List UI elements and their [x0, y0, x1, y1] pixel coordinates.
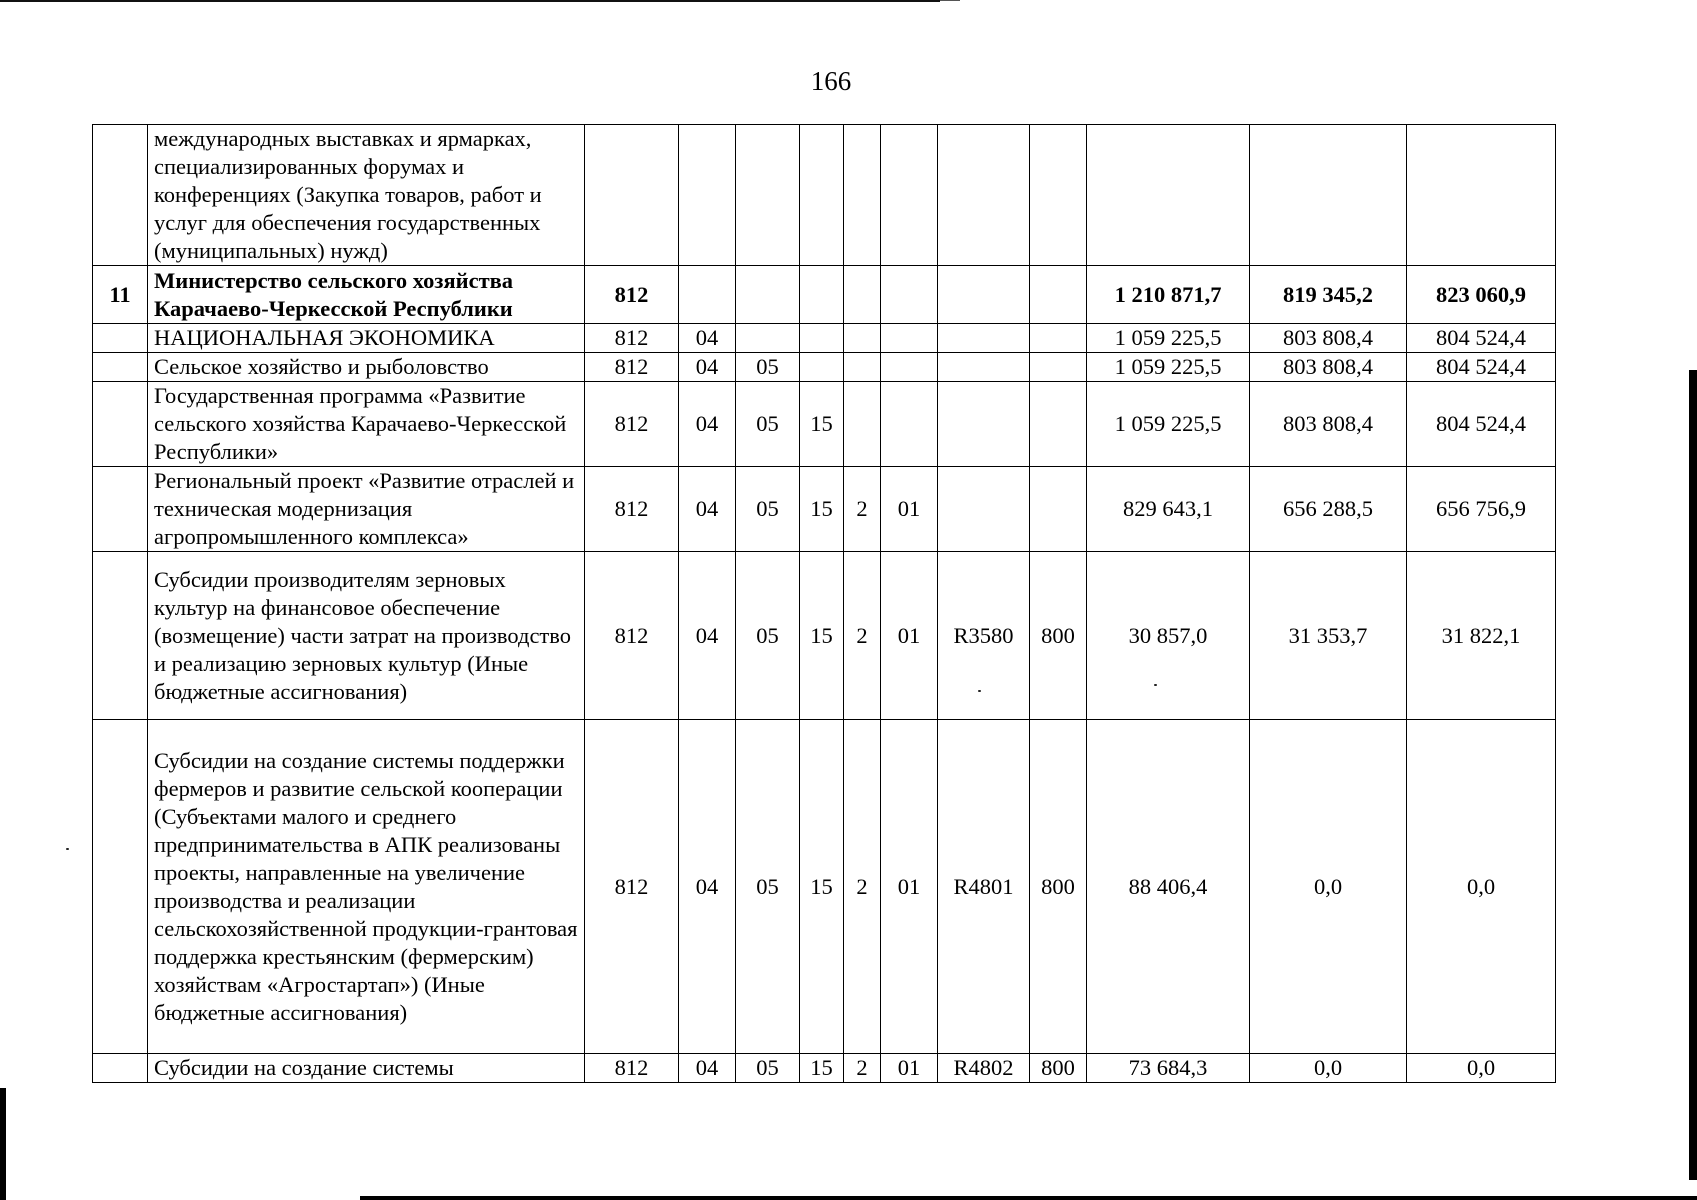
code-direction	[938, 467, 1030, 552]
amount-year-3: 804 524,4	[1407, 353, 1556, 382]
row-index	[93, 720, 148, 1054]
row-name: Субсидии производителям зерновых культур на финансовое обеспечение (возмещение) части затрат на производство и реализацию зерновых культур (Иные бюджетные ассигнования)	[148, 552, 585, 720]
code-main-event	[881, 324, 938, 353]
row-name: Субсидии на создание системы	[148, 1054, 585, 1083]
code-section	[679, 266, 736, 324]
code-expense-type: 800	[1030, 552, 1087, 720]
code-section: 04	[679, 720, 736, 1054]
row-index	[93, 324, 148, 353]
scan-edge-bottom	[360, 1196, 1697, 1200]
code-ministry: 812	[585, 552, 679, 720]
amount-year-3: 31 822,1	[1407, 552, 1556, 720]
amount-year-3: 656 756,9	[1407, 467, 1556, 552]
code-section: 04	[679, 467, 736, 552]
amount-year-3: 0,0	[1407, 720, 1556, 1054]
scan-edge-right	[1689, 370, 1697, 1180]
code-subprogram	[844, 382, 881, 467]
scan-edge-top-fragment	[940, 0, 960, 1]
code-main-event	[881, 266, 938, 324]
code-expense-type	[1030, 382, 1087, 467]
row-index	[93, 467, 148, 552]
table-row	[93, 552, 1556, 720]
code-section	[679, 125, 736, 266]
amount-year-1: 1 210 871,7	[1087, 266, 1250, 324]
code-program: 15	[800, 552, 844, 720]
code-subsection: 05	[736, 467, 800, 552]
code-expense-type	[1030, 467, 1087, 552]
code-expense-type: 800	[1030, 1054, 1087, 1083]
code-program	[800, 353, 844, 382]
amount-year-3: 804 524,4	[1407, 382, 1556, 467]
row-index: 11	[93, 266, 148, 324]
code-program: 15	[800, 467, 844, 552]
code-subprogram: 2	[844, 1054, 881, 1083]
code-main-event: 01	[881, 552, 938, 720]
amount-year-2: 0,0	[1250, 1054, 1407, 1083]
table-row	[93, 266, 1556, 324]
amount-year-1: 73 684,3	[1087, 1054, 1250, 1083]
amount-year-1: 88 406,4	[1087, 720, 1250, 1054]
amount-year-1: 829 643,1	[1087, 467, 1250, 552]
table-row	[93, 324, 1556, 353]
code-expense-type: 800	[1030, 720, 1087, 1054]
code-subprogram: 2	[844, 720, 881, 1054]
code-subprogram	[844, 353, 881, 382]
amount-year-2: 0,0	[1250, 720, 1407, 1054]
amount-year-1	[1087, 125, 1250, 266]
table-row	[93, 720, 1556, 1054]
code-subprogram: 2	[844, 552, 881, 720]
row-name: Министерство сельского хозяйства Карачаево-Черкесской Республики	[148, 266, 585, 324]
code-subsection	[736, 125, 800, 266]
amount-year-3	[1407, 125, 1556, 266]
code-expense-type	[1030, 324, 1087, 353]
code-program: 15	[800, 1054, 844, 1083]
amount-year-3: 0,0	[1407, 1054, 1556, 1083]
code-section: 04	[679, 324, 736, 353]
amount-year-2: 803 808,4	[1250, 382, 1407, 467]
amount-year-2: 819 345,2	[1250, 266, 1407, 324]
amount-year-2: 31 353,7	[1250, 552, 1407, 720]
scan-edge-left	[0, 1088, 6, 1200]
code-program	[800, 125, 844, 266]
amount-year-2: 803 808,4	[1250, 324, 1407, 353]
amount-year-2: 803 808,4	[1250, 353, 1407, 382]
code-subprogram	[844, 324, 881, 353]
page-number: 166	[810, 66, 852, 96]
code-direction: R3580	[938, 552, 1030, 720]
amount-year-3: 804 524,4	[1407, 324, 1556, 353]
code-ministry: 812	[585, 353, 679, 382]
code-expense-type	[1030, 125, 1087, 266]
code-subprogram: 2	[844, 467, 881, 552]
code-ministry: 812	[585, 467, 679, 552]
code-main-event	[881, 382, 938, 467]
code-main-event	[881, 125, 938, 266]
table-row	[93, 382, 1556, 467]
code-program: 15	[800, 382, 844, 467]
code-direction	[938, 353, 1030, 382]
amount-year-1: 1 059 225,5	[1087, 353, 1250, 382]
code-direction	[938, 125, 1030, 266]
table-row	[93, 1054, 1556, 1083]
amount-year-1: 30 857,0	[1087, 552, 1250, 720]
code-section: 04	[679, 552, 736, 720]
amount-year-1: 1 059 225,5	[1087, 324, 1250, 353]
row-name: Субсидии на создание системы поддержки фермеров и развитие сельской кооперации (Субъектами малого и среднего предпринимательства в АПК реализованы проекты, направленные на увеличение производства и реализации сельскохозяйственной продукции-грантовая поддержка крестьянским (фермерским) хозяйствам «Агростартап») (Иные бюджетные ассигнования)	[148, 720, 585, 1054]
code-program	[800, 266, 844, 324]
code-ministry: 812	[585, 720, 679, 1054]
table-row	[93, 467, 1556, 552]
table-row	[93, 353, 1556, 382]
row-index	[93, 552, 148, 720]
row-index	[93, 382, 148, 467]
code-section: 04	[679, 353, 736, 382]
code-subsection: 05	[736, 1054, 800, 1083]
code-subsection: 05	[736, 720, 800, 1054]
row-name: международных выставках и ярмарках, специализированных форумах и конференциях (Закупка товаров, работ и услуг для обеспечения государственных (муниципальных) нужд)	[148, 125, 585, 266]
code-expense-type	[1030, 353, 1087, 382]
budget-table	[92, 124, 1556, 1083]
row-index	[93, 1054, 148, 1083]
code-main-event	[881, 353, 938, 382]
code-ministry: 812	[585, 266, 679, 324]
row-name: Государственная программа «Развитие сельского хозяйства Карачаево-Черкесской Республики»	[148, 382, 585, 467]
scan-edge-top	[0, 0, 940, 2]
code-ministry: 812	[585, 324, 679, 353]
code-direction	[938, 324, 1030, 353]
amount-year-1: 1 059 225,5	[1087, 382, 1250, 467]
row-name: Сельское хозяйство и рыболовство	[148, 353, 585, 382]
amount-year-2	[1250, 125, 1407, 266]
code-direction: R4801	[938, 720, 1030, 1054]
code-main-event: 01	[881, 1054, 938, 1083]
code-subsection: 05	[736, 353, 800, 382]
row-name: Региональный проект «Развитие отраслей и техническая модернизация агропромышленного комплекса»	[148, 467, 585, 552]
code-subsection	[736, 324, 800, 353]
code-ministry: 812	[585, 1054, 679, 1083]
code-subprogram	[844, 266, 881, 324]
code-subsection: 05	[736, 552, 800, 720]
code-ministry	[585, 125, 679, 266]
code-ministry: 812	[585, 382, 679, 467]
code-main-event: 01	[881, 467, 938, 552]
code-direction: R4802	[938, 1054, 1030, 1083]
row-index	[93, 353, 148, 382]
code-subsection: 05	[736, 382, 800, 467]
code-program: 15	[800, 720, 844, 1054]
code-section: 04	[679, 1054, 736, 1083]
code-direction	[938, 266, 1030, 324]
amount-year-3: 823 060,9	[1407, 266, 1556, 324]
code-expense-type	[1030, 266, 1087, 324]
code-main-event: 01	[881, 720, 938, 1054]
code-section: 04	[679, 382, 736, 467]
table-row	[93, 125, 1556, 266]
code-subsection	[736, 266, 800, 324]
row-name: НАЦИОНАЛЬНАЯ ЭКОНОМИКА	[148, 324, 585, 353]
code-subprogram	[844, 125, 881, 266]
row-index	[93, 125, 148, 266]
code-program	[800, 324, 844, 353]
amount-year-2: 656 288,5	[1250, 467, 1407, 552]
code-direction	[938, 382, 1030, 467]
scan-speck	[66, 848, 69, 850]
